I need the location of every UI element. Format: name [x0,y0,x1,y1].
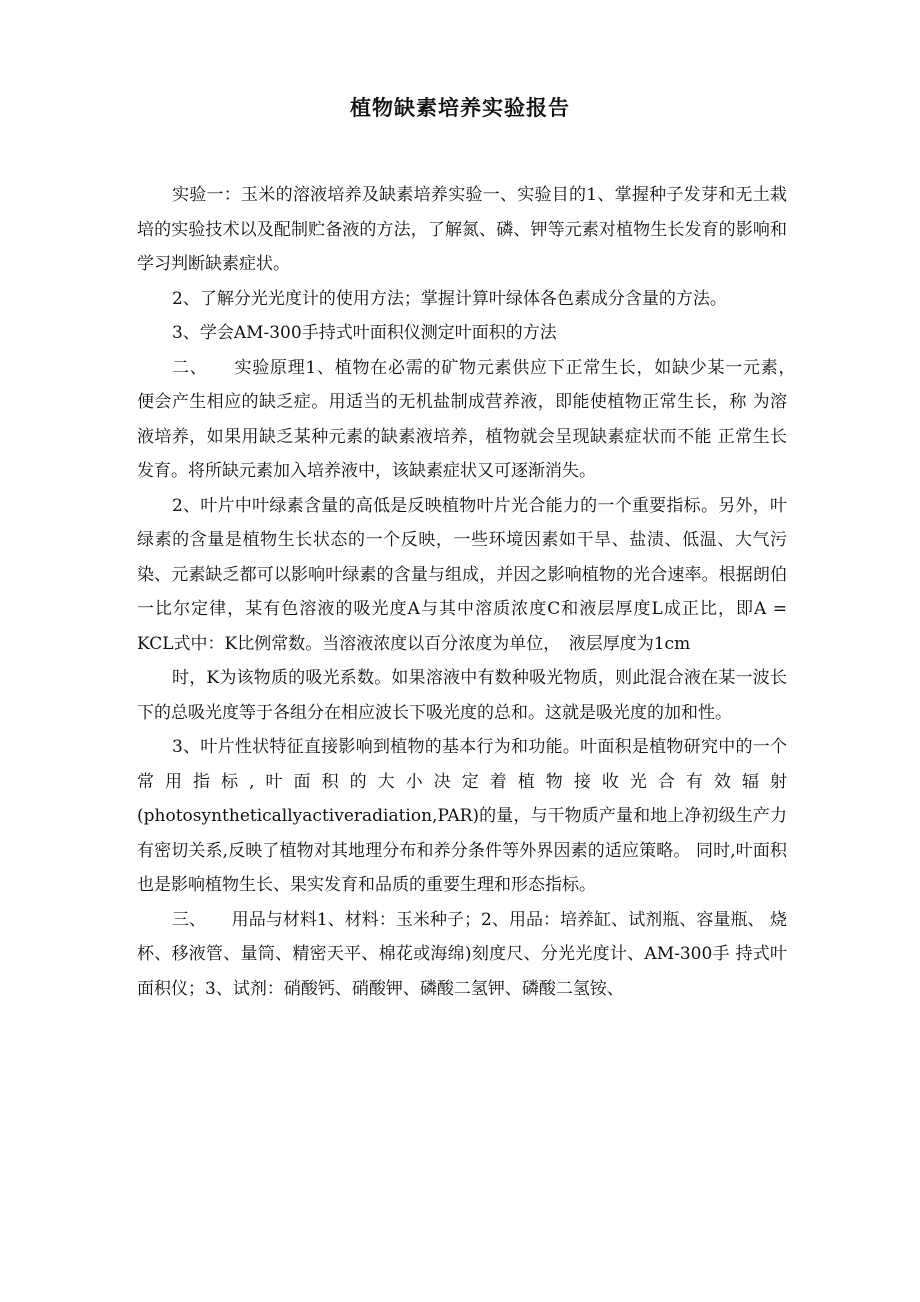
paragraph-materials: 三、 用品与材料1、材料：玉米种子；2、用品：培养缸、试剂瓶、容量瓶、 烧杯、移液管、量筒、精密天平、棉花或海绵)刻度尺、分光光度计、AM-300手 持式叶面积仪；3、试剂：硝酸钙、硝酸钾、磷酸二氢钾、磷酸二氢铵、 [137,909,787,999]
paragraph-principle-2-cont: 时，K为该物质的吸光系数。如果溶液中有数种吸光物质，则此混合液在某一波长下的总吸光度等于各组分在相应波长下吸光度的总和。这就是吸光度的加和性。 [137,668,787,723]
paragraph-objective: 实验一：玉米的溶液培养及缺素培养实验一、实验目的1、掌握种子发芽和无土栽培的实验技术以及配制贮备液的方法，了解氮、磷、钾等元素对植物生长发育的影响和学习判断缺素症状。 [137,185,787,274]
paragraph-objective-3: 3、学会AM-300手持式叶面积仪测定叶面积的方法 [172,323,557,343]
paragraph-principle-2: 2、叶片中叶绿素含量的高低是反映植物叶片光合能力的一个重要指标。另外，叶绿素的含量是植物生长状态的一个反映，一些环境因素如干旱、盐渍、低温、大气污染、元素缺乏都可以影响叶绿素的含量与组成，并因之影响植物的光合速率。根据朗伯一比尔定律，某有色溶液的吸光度A与其中溶质浓度C和液层厚度L成正比，即A = KCL式中：K比例常数。当溶液浓度以百分浓度为单位， 液层厚度为1cm [137,495,787,654]
paragraph-principle-3: 3、叶片性状特征直接影响到植物的基本行为和功能。叶面积是植物研究中的一个常用指标,叶面积的大小决定着植物接收光合有效辐射(photosyntheticallyactiveradiation,PAR)的量，与干物质产量和地上净初级生产力有密切关系,反映了植物对其地理分布和养分条件等外界因素的适应策略。 同时,叶面积也是影响植物生长、果实发育和品质的重要生理和形态指标。 [137,737,787,895]
document-body [137,178,804,1006]
paragraph-principle-1: 二、 实验原理1、植物在必需的矿物元素供应下正常生长，如缺少某一元素， 便会产生相应的缺乏症。用适当的无机盐制成营养液，即能使植物正常生长，称 为溶液培养，如果用缺乏某种元素的缺素液培养，植物就会呈现缺素症状而不能 正常生长发育。将所缺元素加入培养液中，该缺素症状又可逐渐消失。 [137,357,804,481]
paragraph-objective-2: 2、了解分光光度计的使用方法；掌握计算叶绿体各色素成分含量的方法。 [172,288,727,309]
document-title: 植物缺素培养实验报告 [350,95,570,120]
